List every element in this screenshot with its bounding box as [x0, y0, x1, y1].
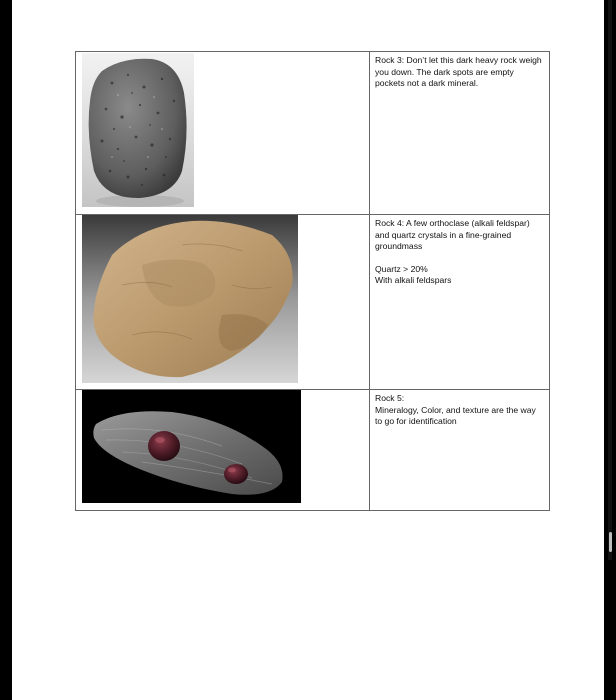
rock-5-description [370, 390, 550, 511]
rock-4-text: Rock 4: A few orthoclase (alkali feldspar) and quartz crystals in a fine-grained groundmass [375, 218, 530, 251]
rock-4-photo [82, 215, 298, 383]
rock-3-description [370, 52, 550, 215]
rock-3-photo [82, 53, 194, 207]
spacer [375, 253, 544, 264]
rock-table [75, 51, 550, 511]
table-row [76, 215, 550, 390]
rock-5-text: Mineralogy, Color, and texture are the way to go for identification [375, 404, 536, 426]
rock-3-text: Rock 3: Don’t let this dark heavy rock weigh you down. The dark spots are empty pockets not a dark mineral. [375, 55, 542, 88]
scrollbar-thumb[interactable] [609, 532, 612, 552]
document-page [12, 0, 604, 700]
image-cell [76, 390, 370, 511]
image-cell [76, 52, 370, 215]
image-cell [76, 215, 370, 390]
table-row [76, 390, 550, 511]
scrollbar[interactable] [606, 0, 614, 700]
rock-4-quartz-text: Quartz > 20% [375, 263, 428, 274]
rock-4-feldspar-text: With alkali feldspars [375, 275, 452, 285]
rock-5-title: Rock 5: [375, 393, 405, 403]
scrollbar-track [608, 0, 612, 560]
rock-4-description [370, 215, 550, 390]
table-row [76, 52, 550, 215]
rock-5-photo [82, 390, 301, 503]
